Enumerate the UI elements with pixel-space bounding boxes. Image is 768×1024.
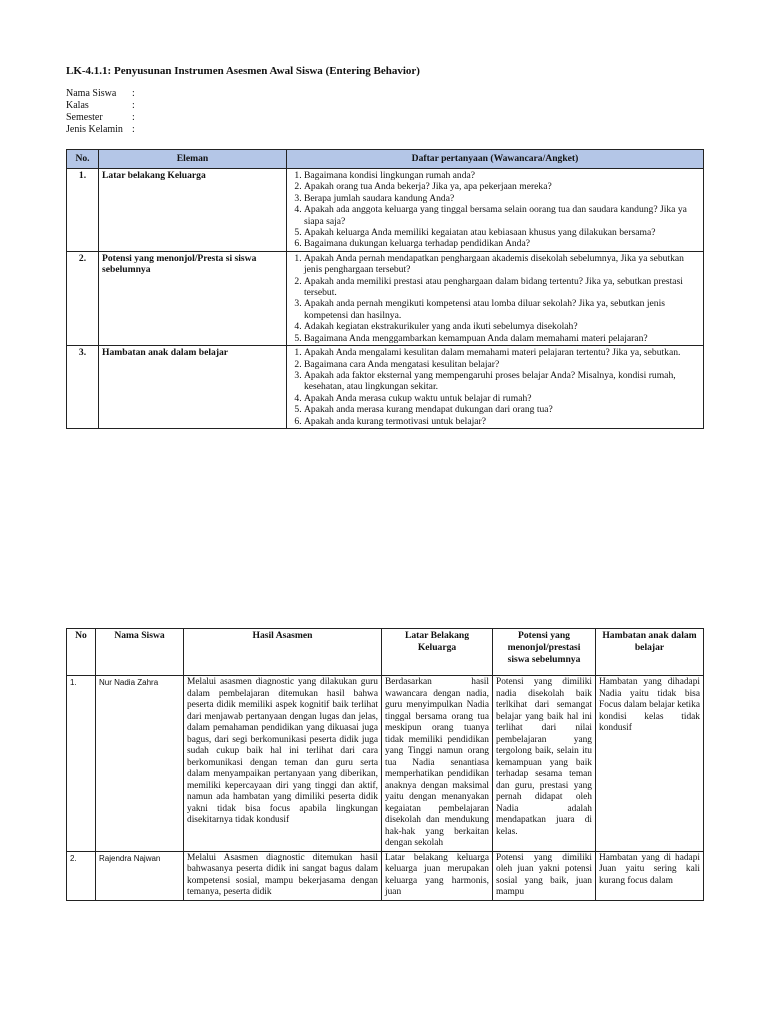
assessment-results-table [66,628,704,901]
assessment-result-text: Melalui asasmen diagnostic yang dilakukan guru dalam pembelajaran ditemukan hasil bahwa peserta didik memiliki aspek kognitif baik terlihat dari menjawab pertanyaan dengan lugas dan jelas, dalam pemahaman pendidikan yang dikuasai juga bagus, dari segi berkomunikasi peserta didik juga sudah cukup baik hal ini terlihat dari cara berkomunikasi dengan teman dan guru serta dalam menyampaikan pertanyaan yang diberikan, memiliki kepercayaan diri yang tinggi dan aktif, namun ada hambatan yang dimiliki peserta didik yakni tidak bisa focus apabila lingkungan disekitarnya tidak kondusif [184,676,382,852]
student-potential-text: Potensi yang dimiliki nadia disekolah baik terlkihat dari semangat belajar yang baik hal ini terlihat dari nilai pembelajaran yang tergolong baik, selain itu kemampuan yang baik terhadap sesama teman dan guru, prestasi yang pernah didapat oleh Nadia adalah mendapatkan juara di kelas. [493,676,596,852]
question-item: 1. Bagaimana kondisi lingkungan rumah anda? [304,170,700,181]
table-row [67,676,704,852]
student-potential-text: Potensi yang dimiliki oleh juan yakni potensi sosial yang baik, juan mampu [493,851,596,900]
family-background-text: Berdasarkan hasil wawancara dengan nadia, guru menyimpulkan Nadia tinggal bersama orang tua meskipun orang tuanya tidak memiliki pendidikan yang Tinggi namun orang tua Nadia senantiasa memperhatikan pendidikan anaknya dengan maksimal yaitu dengan menanyakan kegaiatan pembelajaran disekolah dan mendukung hak-hak yang berkaitan dengan sekolah [382,676,493,852]
table-header-row [67,629,704,676]
header-no: No. [67,150,99,169]
question-list [290,347,700,427]
question-item: 2. Bagaimana cara Anda mengatasi kesulitan belajar? [304,359,700,370]
row-number: 1. [67,169,99,252]
id-row-kelas [66,100,135,112]
learning-obstacles-text: Hambatan yang di hadapi Juan yaitu sering kali kurang focus dalam [596,851,704,900]
header-questions: Daftar pertanyaan (Wawancara/Angket) [287,150,704,169]
id-row-semester [66,112,135,124]
id-colon: : [132,100,135,111]
question-item: 3. Apakah anda pernah mengikuti kompetensi atau lomba diluar sekolah? Jika ya, sebutkan jenis kompetensi dan hasilnya. [304,298,700,321]
id-label: Nama Siswa [66,88,117,99]
table-row [67,169,704,252]
table-row [67,251,704,345]
header-element: Eleman [99,150,287,169]
header-family-background: Latar Belakang Keluarga [382,629,493,676]
question-item: 4. Apakah ada anggota keluarga yang tinggal bersama selain oorang tua dan saudara kandung? Jika ya siapa saja? [304,204,700,227]
id-colon: : [132,124,135,135]
id-row-jenis-kelamin [66,124,135,136]
question-item: 2. Apakah orang tua Anda bekerja? Jika ya, apa pekerjaan mereka? [304,181,700,192]
assessment-result-text: Melalui Asasmen diagnostic ditemukan hasil bahwasanya peserta didik ini sangat bagus dalam kompetensi sosial, mampu bekerjasama dengan temanya, peserta didik [184,851,382,900]
family-background-text: Latar belakang keluarga keluarga juan merupakan keluarga yang harmonis, juan [382,851,493,900]
question-item: 6. Bagaimana dukungan keluarga terhadap pendidikan Anda? [304,238,700,249]
question-list-cell [287,346,704,429]
id-colon: : [132,112,135,123]
document-title: LK-4.1.1: Penyusunan Instrumen Asesmen Awal Siswa (Entering Behavior) [66,65,420,77]
question-item: 3. Apakah ada faktor eksternal yang mempengaruhi proses belajar Anda? Misalnya, kondisi rumah, kesehatan, atau lingkungan sekitar. [304,370,700,393]
header-learning-obstacles: Hambatan anak dalam belajar [596,629,704,676]
question-list [290,253,700,344]
row-number: 2. [67,251,99,345]
question-item: 5. Bagaimana Anda menggambarkan kemampuan Anda dalam memahami materi pelajaran? [304,333,700,344]
header-student-name: Nama Siswa [96,629,184,676]
question-item: 2. Apakah anda memiliki prestasi atau penghargaan dalam bidang tertentu? Jika ya, sebutkan prestasi tersebut. [304,276,700,299]
question-item: 1. Apakah Anda mengalami kesulitan dalam memahami materi pelajaran tertentu? Jika ya, sebutkan. [304,347,700,358]
row-number: 2. [67,851,96,900]
element-name: Hambatan anak dalam belajar [99,346,287,429]
element-name: Potensi yang menonjol/Presta si siswa sebelumnya [99,251,287,345]
question-instrument-table [66,149,704,429]
question-list [290,170,700,250]
id-colon: : [132,88,135,99]
question-item: 1. Apakah Anda pernah mendapatkan penghargaan akademis disekolah sebelumnya, Jika ya sebutkan jenis penghargaan tersebut? [304,253,700,276]
id-label: Kalas [66,100,89,111]
question-item: 3. Berapa jumlah saudara kandung Anda? [304,193,700,204]
header-no: No [67,629,96,676]
student-name: Rajendra Najwan [96,851,184,900]
id-row-nama-siswa [66,88,135,100]
table-row [67,346,704,429]
question-item: 5. Apakah keluarga Anda memiliki kegaiatan atau kebiasaan khusus yang dilakukan bersama? [304,227,700,238]
header-assessment-result: Hasil Asasmen [184,629,382,676]
question-list-cell [287,251,704,345]
question-item: 6. Apakah anda kurang termotivasi untuk belajar? [304,416,700,427]
table-header-row [67,150,704,169]
id-label: Jenis Kelamin [66,124,123,135]
question-item: 4. Apakah Anda merasa cukup waktu untuk belajar di rumah? [304,393,700,404]
learning-obstacles-text: Hambatan yang dihadapi Nadia yaitu tidak bisa Focus dalam belajar ketika kondisi kelas tidak kondusif [596,676,704,852]
row-number: 3. [67,346,99,429]
element-name: Latar belakang Keluarga [99,169,287,252]
question-list-cell [287,169,704,252]
id-label: Semester [66,112,103,123]
question-item: 4. Adakah kegiatan ekstrakurikuler yang anda ikuti sebelumya disekolah? [304,321,700,332]
table-row [67,851,704,900]
student-identity-block [66,88,135,136]
student-name: Nur Nadia Zahra [96,676,184,852]
header-student-potential: Potensi yang menonjol/prestasi siswa sebelumnya [493,629,596,676]
row-number: 1. [67,676,96,852]
question-item: 5. Apakah anda merasa kurang mendapat dukungan dari orang tua? [304,404,700,415]
